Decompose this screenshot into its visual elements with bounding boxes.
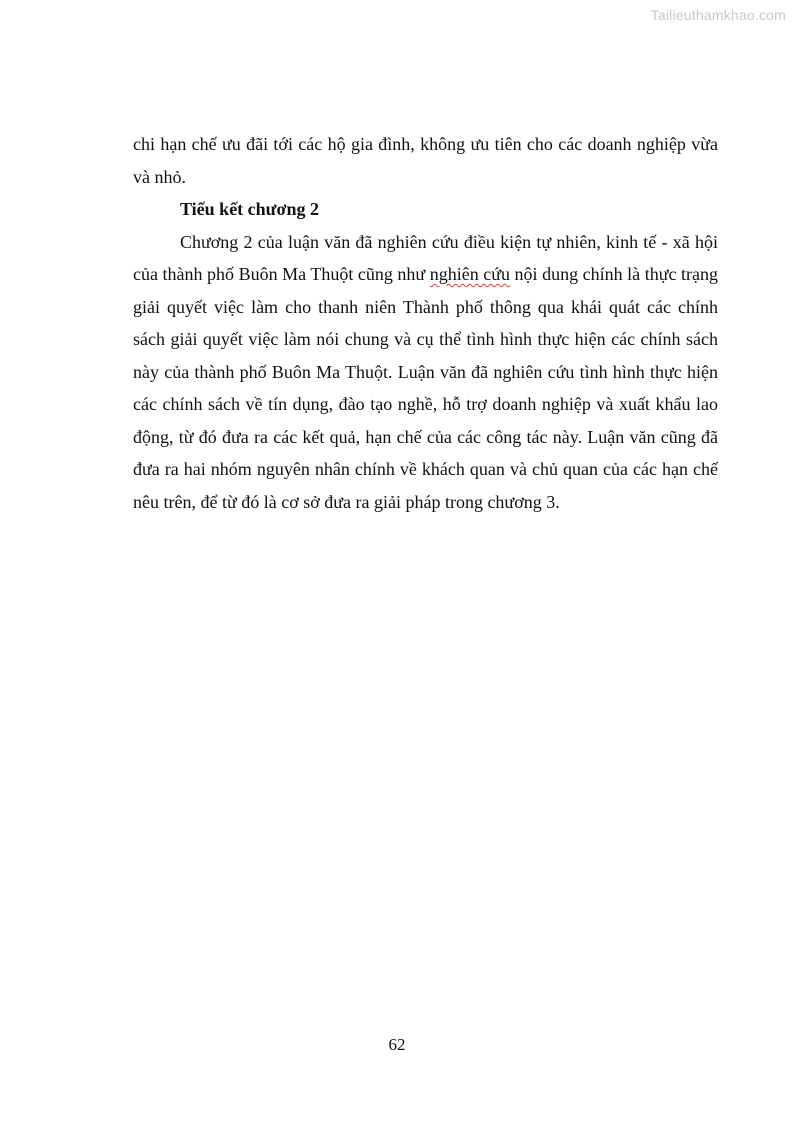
watermark: Tailieuthamkhao.com <box>650 7 786 23</box>
continued-paragraph: chi hạn chế ưu đãi tới các hộ gia đình, không ưu tiên cho các doanh nghiệp vừa và nhỏ. <box>133 134 718 187</box>
summary-text-start: Chương 2 của luận văn đã nghiên cứu điều kiện tự nhiên, kinh tế - xã hội của thành phố Buôn Ma Thuột cũng như <box>133 231 718 284</box>
page-number: 62 <box>388 1035 406 1054</box>
section-heading: Tiểu kết chương 2 <box>180 199 319 219</box>
summary-paragraph <box>133 226 718 519</box>
summary-text-end: nội dung chính là thực trạng giải quyết việc làm cho thanh niên Thành phố thông qua khái quát các chính sách giải quyết việc làm nói chung và cụ thể tình hình thực hiện các chính sách này của thành phố Buôn Ma Thuột. Luận văn đã nghiên cứu tình hình thực hiện các chính sách về tín dụng, đào tạo nghề, hỗ trợ doanh nghiệp và xuất khẩu lao động, từ đó đưa ra các kết quả, hạn chế của các công tác này. Luận văn cũng đã đưa ra hai nhóm nguyên nhân chính về khách quan và chủ quan của các hạn chế nêu trên, để từ đó là cơ sở đưa ra giải pháp trong chương 3. <box>133 264 718 512</box>
spellcheck-marked-word: nghiên cứu <box>429 264 511 284</box>
document-body <box>133 128 718 518</box>
